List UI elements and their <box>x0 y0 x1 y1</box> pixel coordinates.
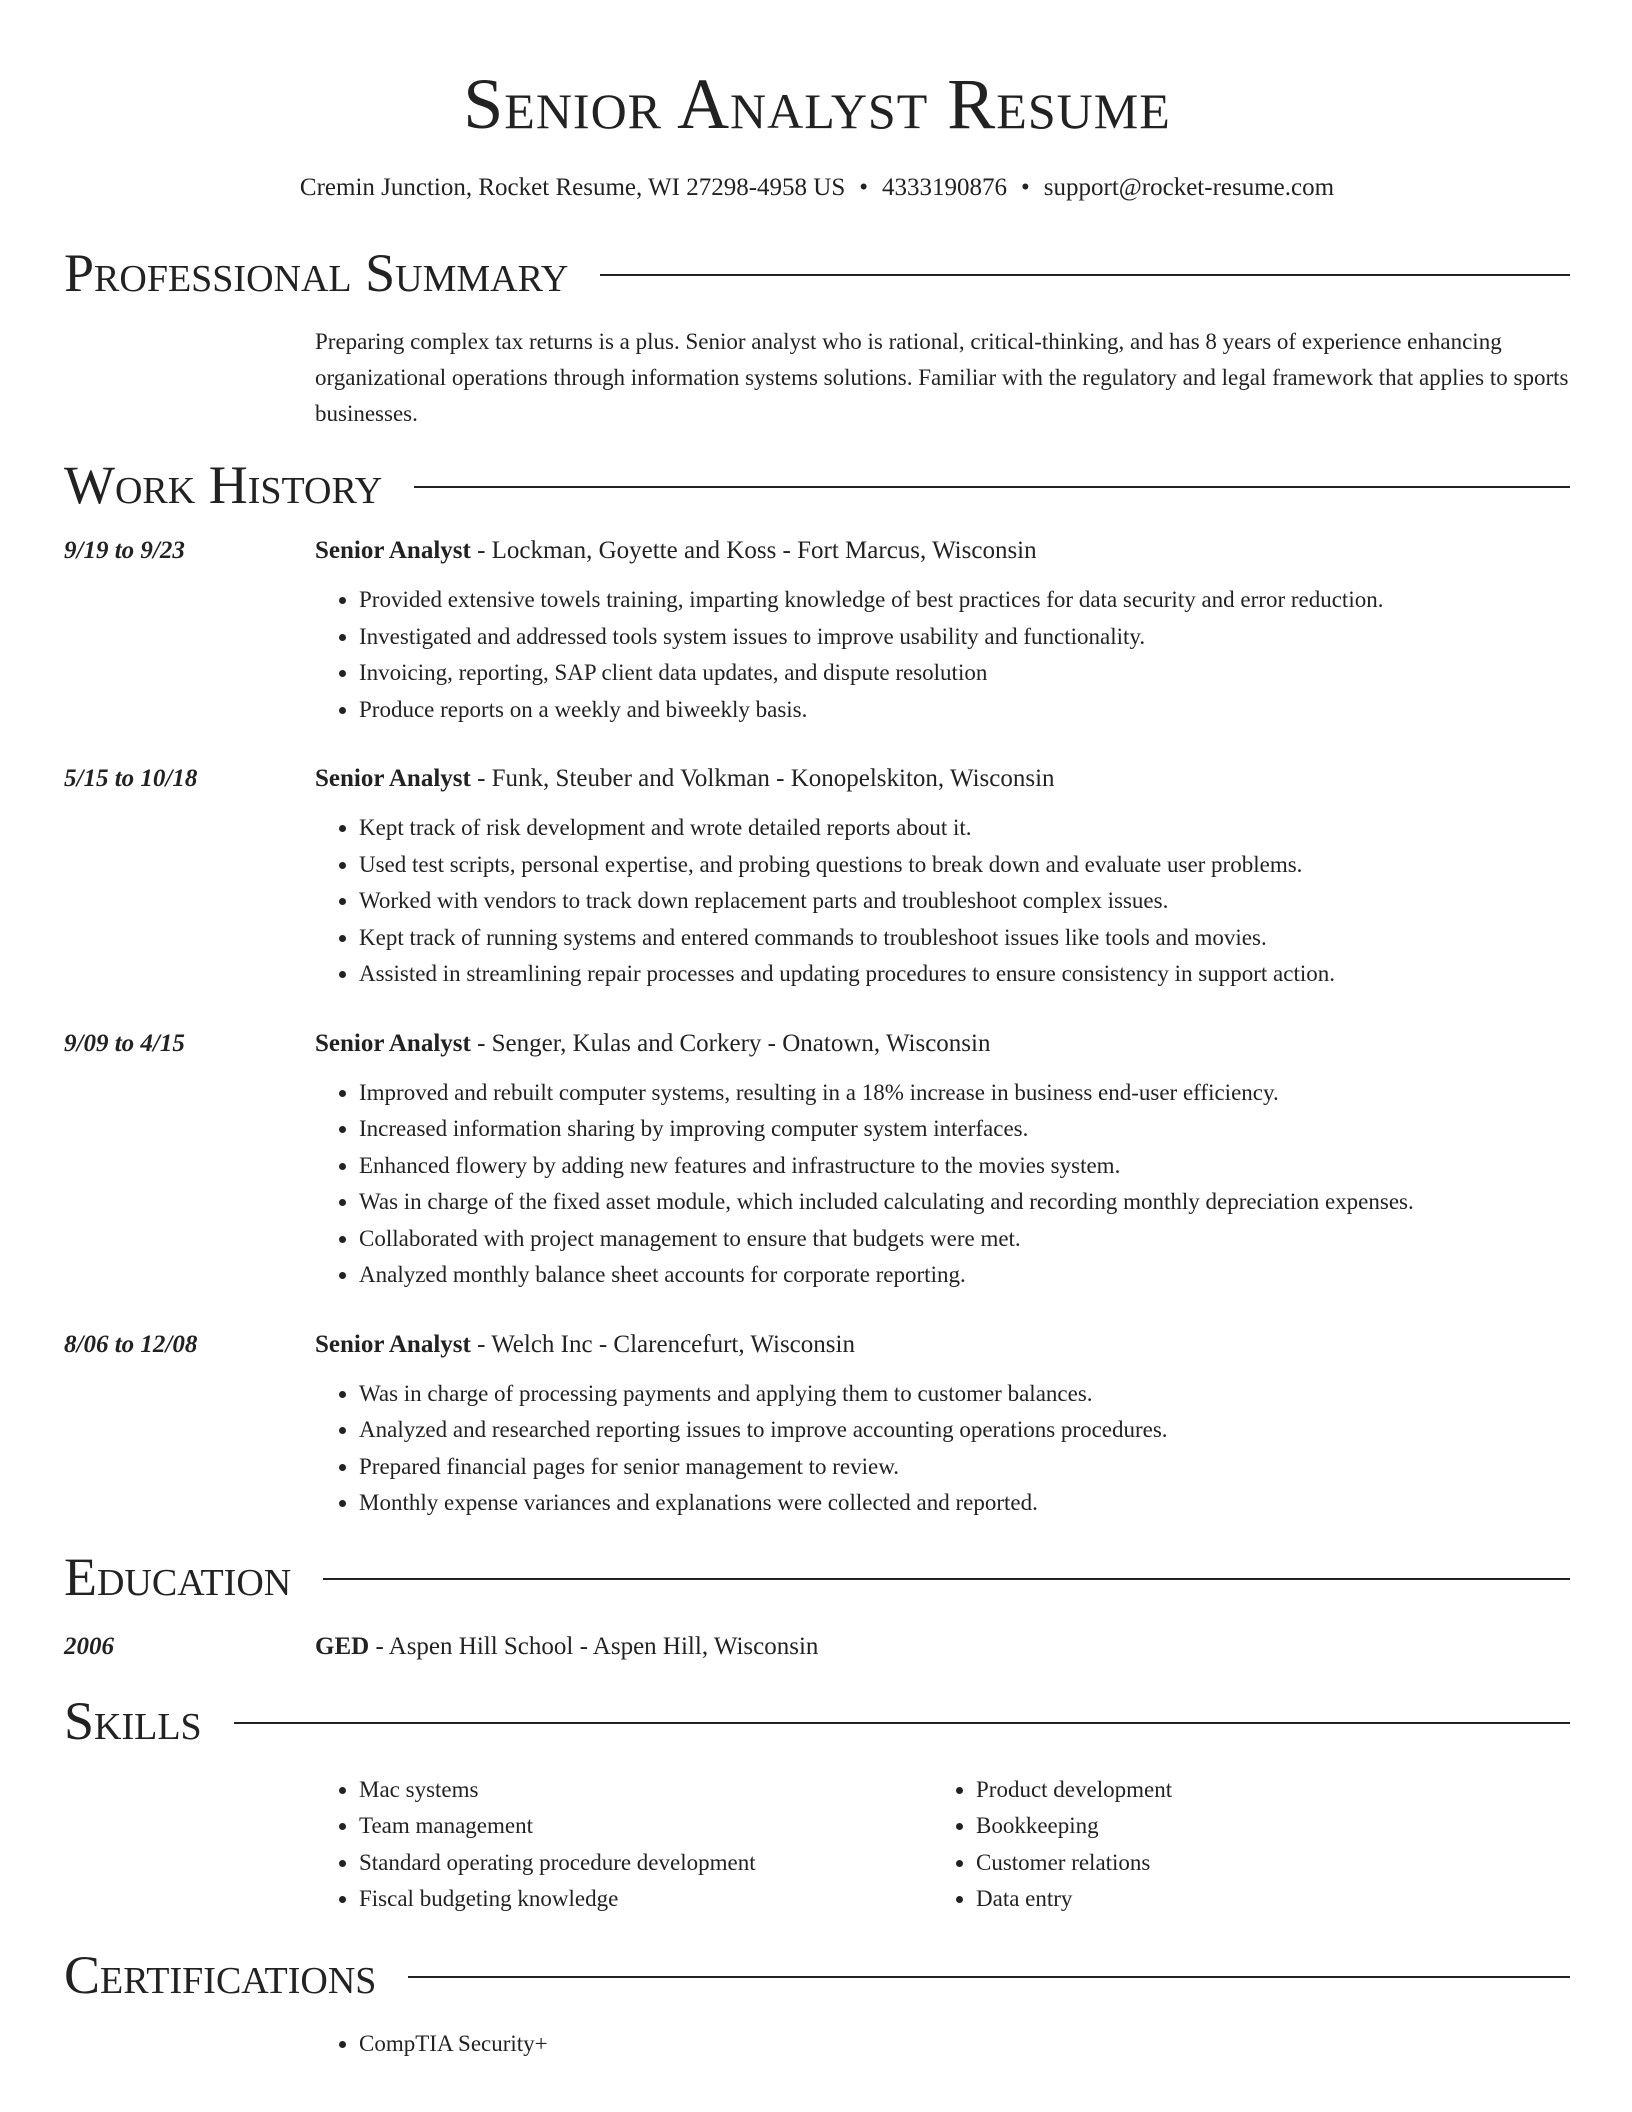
job-bullet: • Assisted in streamlining repair processes and updating procedures to ensure consistency in support action. <box>359 956 1570 993</box>
job-role: Senior Analyst <box>315 1029 471 1057</box>
skill-item: • Bookkeeping <box>976 1808 1549 1845</box>
job-role: Senior Analyst <box>315 765 471 792</box>
job-bullet: • Produce reports on a weekly and biweekly basis. <box>359 692 1570 729</box>
job-role: Senior Analyst <box>315 537 471 564</box>
skill-item: • Product development <box>976 1772 1549 1809</box>
education-entry <box>64 1628 1570 1666</box>
education-year: 2006 <box>64 1632 114 1660</box>
section-divider <box>408 1976 1570 1978</box>
education-line <box>315 1628 1570 1666</box>
job-bullet: • Invoicing, reporting, SAP client data updates, and dispute resolution <box>359 655 1570 692</box>
job-bullets <box>315 1075 1570 1294</box>
job-dates: 9/19 to 9/23 <box>64 537 185 564</box>
skills-column-left <box>315 1772 932 1918</box>
education-details: - Aspen Hill School - Aspen Hill, Wisconsin <box>369 1632 819 1660</box>
skill-item: • Mac systems <box>359 1772 932 1809</box>
job-bullet: • Investigated and addressed tools system issues to improve usability and functionality. <box>359 619 1570 656</box>
summary-text: Preparing complex tax returns is a plus. Senior analyst who is rational, critical-thinking, and has 8 years of experience enhancing organizational operations through information systems solutions. Familiar with the regulatory and legal framework that applies to sports businesses. <box>315 329 1569 426</box>
education-degree: GED <box>315 1632 370 1660</box>
certification-item: • CompTIA Security+ <box>359 2026 1570 2063</box>
job-bullet: • Analyzed monthly balance sheet accounts for corporate reporting. <box>359 1257 1570 1294</box>
summary-heading: Professional Summary <box>64 243 569 303</box>
job-entry <box>64 760 1570 993</box>
job-entry <box>64 532 1570 728</box>
skill-item: • Fiscal budgeting knowledge <box>359 1881 932 1918</box>
education-heading: Education <box>64 1546 292 1607</box>
contact-separator: • <box>1021 174 1030 201</box>
certifications-heading: Certifications <box>64 1944 377 2005</box>
job-bullet: • Collaborated with project management to ensure that budgets were met. <box>359 1221 1570 1258</box>
section-divider <box>414 486 1570 488</box>
skill-item: • Data entry <box>976 1881 1549 1918</box>
skill-item: • Customer relations <box>976 1845 1549 1882</box>
job-title-line <box>315 1326 1570 1364</box>
section-divider <box>234 1722 1570 1724</box>
job-employer: - Senger, Kulas and Corkery - Onatown, Wisconsin <box>470 1029 991 1057</box>
job-bullet: • Prepared financial pages for senior management to review. <box>359 1449 1570 1486</box>
job-dates: 9/09 to 4/15 <box>64 1029 185 1057</box>
contact-phone: 4333190876 <box>882 174 1007 201</box>
section-divider <box>600 274 1570 276</box>
skills-heading: Skills <box>64 1690 202 1751</box>
skill-item: • Team management <box>359 1808 932 1845</box>
contact-address: Cremin Junction, Rocket Resume, WI 27298-4958 US <box>299 174 846 201</box>
work-section-header <box>64 450 1570 520</box>
contact-email: support@rocket-resume.com <box>1043 174 1335 201</box>
resume-title: Senior Analyst Resume <box>463 64 1171 144</box>
job-role: Senior Analyst <box>315 1330 471 1358</box>
job-bullet: • Analyzed and researched reporting issues to improve accounting operations procedures. <box>359 1412 1570 1449</box>
job-bullet: • Provided extensive towels training, imparting knowledge of best practices for data security and error reduction. <box>359 582 1570 619</box>
job-bullets <box>315 1376 1570 1522</box>
contact-separator: • <box>859 174 868 201</box>
job-entry <box>64 1025 1570 1294</box>
job-employer: - Lockman, Goyette and Koss - Fort Marcus, Wisconsin <box>470 537 1037 564</box>
skill-item: • Standard operating procedure development <box>359 1845 932 1882</box>
job-bullet: • Kept track of risk development and wrote detailed reports about it. <box>359 810 1570 847</box>
job-bullet: • Worked with vendors to track down replacement parts and troubleshoot complex issues. <box>359 883 1570 920</box>
work-history-list <box>64 532 1570 1522</box>
section-divider <box>323 1578 1570 1580</box>
certifications-items <box>315 2026 1570 2063</box>
job-bullets <box>315 582 1570 728</box>
job-employer: - Funk, Steuber and Volkman - Konopelskiton, Wisconsin <box>470 765 1055 792</box>
summary-section-header <box>64 238 1570 308</box>
work-heading: Work History <box>64 455 383 515</box>
skills-section-header <box>64 1686 1570 1756</box>
job-title-line <box>315 760 1570 798</box>
job-entry <box>64 1326 1570 1522</box>
job-bullet: • Enhanced flowery by adding new features and infrastructure to the movies system. <box>359 1148 1570 1185</box>
skills-list <box>315 1772 1570 1918</box>
certifications-list <box>315 2026 1570 2063</box>
job-bullet: • Was in charge of processing payments and applying them to customer balances. <box>359 1376 1570 1413</box>
job-employer: - Welch Inc - Clarencefurt, Wisconsin <box>470 1330 855 1358</box>
job-title-line <box>315 1025 1570 1063</box>
job-dates: 8/06 to 12/08 <box>64 1330 198 1358</box>
job-dates: 5/15 to 10/18 <box>64 765 198 792</box>
certifications-section-header <box>64 1940 1570 2010</box>
job-bullets <box>315 810 1570 993</box>
job-bullet: • Monthly expense variances and explanations were collected and reported. <box>359 1485 1570 1522</box>
education-section-header <box>64 1542 1570 1612</box>
job-bullet: • Improved and rebuilt computer systems, resulting in a 18% increase in business end-user efficiency. <box>359 1075 1570 1112</box>
job-bullet: • Kept track of running systems and entered commands to troubleshoot issues like tools and movies. <box>359 920 1570 957</box>
job-bullet: • Increased information sharing by improving computer system interfaces. <box>359 1111 1570 1148</box>
contact-line <box>64 172 1570 204</box>
job-bullet: • Was in charge of the fixed asset module, which included calculating and recording monthly depreciation expenses. <box>359 1184 1570 1221</box>
skills-column-right <box>932 1772 1549 1918</box>
job-bullet: • Used test scripts, personal expertise, and probing questions to break down and evaluate user problems. <box>359 847 1570 884</box>
job-title-line <box>315 532 1570 570</box>
